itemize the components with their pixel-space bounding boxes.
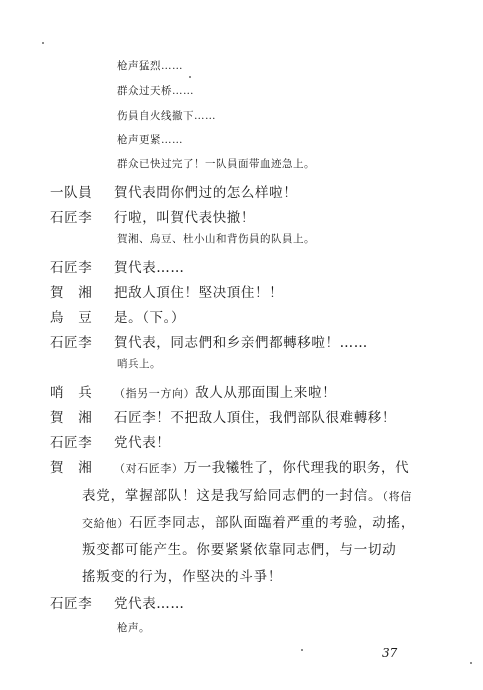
dialogue-line bbox=[50, 281, 283, 301]
stage-direction: 枪声。 bbox=[117, 622, 150, 634]
speaker-name: 烏 豆 bbox=[50, 310, 93, 326]
speaker-name: 石匠李 bbox=[50, 260, 93, 276]
dialogue-line bbox=[50, 306, 185, 326]
stage-note: （指另一方向） bbox=[114, 387, 196, 400]
dialogue-line bbox=[50, 256, 185, 276]
speech-text: 石匠李！不把敌人頂住，我們部队很难轉移！ bbox=[114, 410, 396, 426]
speaker-name: 哨 兵 bbox=[50, 385, 93, 401]
speech-text: 把敌人頂住！堅决頂住！！ bbox=[114, 285, 284, 301]
speech-text: 石匠李同志，部队面臨着严重的考验，动搖， bbox=[129, 515, 416, 531]
speech-text: 万一我犧牲了，你代理我的职务，代 bbox=[183, 460, 410, 476]
speech-text: 党代表！ bbox=[114, 435, 171, 451]
speaker-name: 一队員 bbox=[50, 185, 93, 201]
speech-continuation: 搖叛变的行为，作堅决的斗爭！ bbox=[82, 569, 283, 585]
stage-note: 交給他） bbox=[82, 517, 130, 530]
page-number: 37 bbox=[382, 646, 398, 660]
stage-note: （对石匠李） bbox=[114, 462, 184, 475]
stage-direction: 伤員自火线撤下…… bbox=[117, 110, 216, 122]
stage-direction: 枪声更紧…… bbox=[117, 134, 183, 146]
dialogue-line bbox=[50, 456, 409, 476]
dialogue-line bbox=[50, 381, 336, 401]
scan-speck bbox=[42, 42, 44, 44]
dialogue-line bbox=[50, 181, 297, 201]
stage-note: （将信 bbox=[382, 490, 413, 503]
stage-direction: 群众已快过完了！一队員面带血迹急上。 bbox=[117, 158, 315, 170]
speaker-name: 賀 湘 bbox=[50, 410, 93, 426]
speech-continuation bbox=[82, 484, 412, 504]
speaker-name: 石匠李 bbox=[50, 335, 93, 351]
speech-text: 党代表…… bbox=[114, 596, 185, 612]
scan-speck bbox=[189, 76, 191, 78]
dialogue-line bbox=[50, 431, 170, 451]
scan-speck bbox=[301, 649, 303, 651]
speech-continuation bbox=[82, 511, 415, 531]
speech-continuation: 叛变都可能产生。你要紧紧依靠同志們，与一切动 bbox=[82, 542, 397, 558]
dialogue-line bbox=[50, 406, 396, 426]
speech-text: 賀代表問你們过的怎么样啦！ bbox=[114, 185, 298, 201]
speech-text: 是。（下。） bbox=[114, 310, 186, 326]
speech-text: 行啦，叫賀代表快撤！ bbox=[114, 210, 255, 226]
speaker-name: 石匠李 bbox=[50, 435, 93, 451]
speaker-name: 石匠李 bbox=[50, 596, 93, 612]
speaker-name: 石匠李 bbox=[50, 210, 93, 226]
stage-direction: 哨兵上。 bbox=[117, 358, 161, 370]
speaker-name: 賀 湘 bbox=[50, 285, 93, 301]
speech-text: 敌人从那面围上来啦！ bbox=[195, 385, 337, 401]
scan-speck bbox=[470, 662, 472, 664]
stage-direction: 賀湘、烏豆、杜小山和背伤員的队員上。 bbox=[117, 233, 315, 245]
stage-direction: 群众过天桥…… bbox=[117, 85, 194, 97]
dialogue-line bbox=[50, 592, 185, 612]
speech-text: 賀代表，同志們和乡亲們都轉移啦！…… bbox=[114, 335, 368, 351]
dialogue-line bbox=[50, 206, 255, 226]
dialogue-line bbox=[50, 331, 368, 351]
stage-direction: 枪声猛烈…… bbox=[117, 60, 183, 72]
speech-text: 賀代表…… bbox=[114, 260, 185, 276]
speaker-name: 賀 湘 bbox=[50, 460, 93, 476]
speech-text: 表党，掌握部队！这是我写給同志們的一封信。 bbox=[82, 488, 383, 504]
